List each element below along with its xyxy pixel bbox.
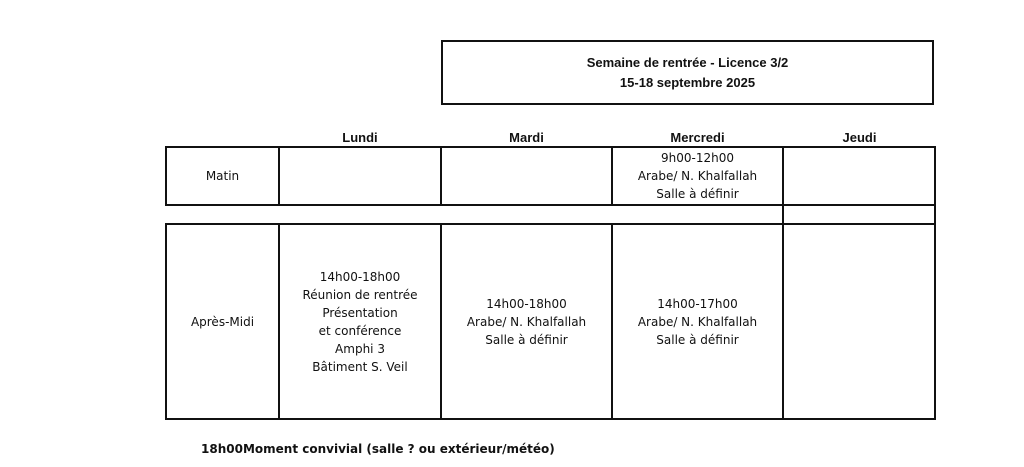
cell-line: Salle à définir [656, 187, 739, 201]
cell-apres-midi-mercredi [613, 225, 782, 418]
cell-line: Arabe/ N. Khalfallah [466, 314, 587, 329]
day-header-mardi: Mardi [509, 130, 544, 145]
cell-line: Réunion de rentrée [302, 287, 418, 302]
cell-matin-lundi [280, 148, 440, 204]
cell-line: Amphi 3 [335, 341, 385, 356]
cell-matin-mardi [442, 148, 611, 204]
day-header-mercredi: Mercredi [670, 130, 725, 145]
cell-apres-midi-lundi [280, 225, 440, 418]
day-header-jeudi: Jeudi [842, 130, 877, 145]
cell-apres-midi-mardi [442, 225, 611, 418]
cell-line: Bâtiment S. Veil [312, 359, 408, 374]
cell-apres-midi-jeudi [784, 225, 934, 418]
cell-line: 14h00-18h00 [486, 296, 567, 311]
table-border-bottom [165, 418, 936, 420]
row-label-matin-text: Matin [205, 169, 240, 183]
row-label-apres-midi-text: Après-Midi [190, 314, 255, 329]
cell-line: 9h00-12h00 [661, 151, 734, 165]
row-label-apres-midi [167, 225, 278, 418]
footer-note: 18h00Moment convivial (salle ? ou extérieur/météo) [201, 442, 555, 456]
cell-line: et conférence [318, 323, 402, 338]
cell-line: 14h00-17h00 [657, 296, 738, 311]
row-label-matin [167, 148, 278, 204]
morning-row-bottom-border [165, 204, 936, 206]
cell-line: Salle à définir [656, 332, 739, 347]
cell-line: 14h00-18h00 [319, 269, 401, 284]
cell-line: Présentation [322, 305, 398, 320]
schedule-dates: 15-18 septembre 2025 [619, 74, 756, 90]
cell-line: Arabe/ N. Khalfallah [637, 169, 758, 183]
day-header-lundi: Lundi [342, 130, 378, 145]
cell-line: Salle à définir [485, 332, 568, 347]
col-border-right [934, 146, 936, 420]
schedule-title: Semaine de rentrée - Licence 3/2 [586, 54, 789, 70]
cell-matin-jeudi [784, 148, 934, 204]
schedule-title-box [441, 40, 934, 105]
cell-line: Arabe/ N. Khalfallah [637, 314, 758, 329]
cell-matin-mercredi [613, 148, 782, 204]
